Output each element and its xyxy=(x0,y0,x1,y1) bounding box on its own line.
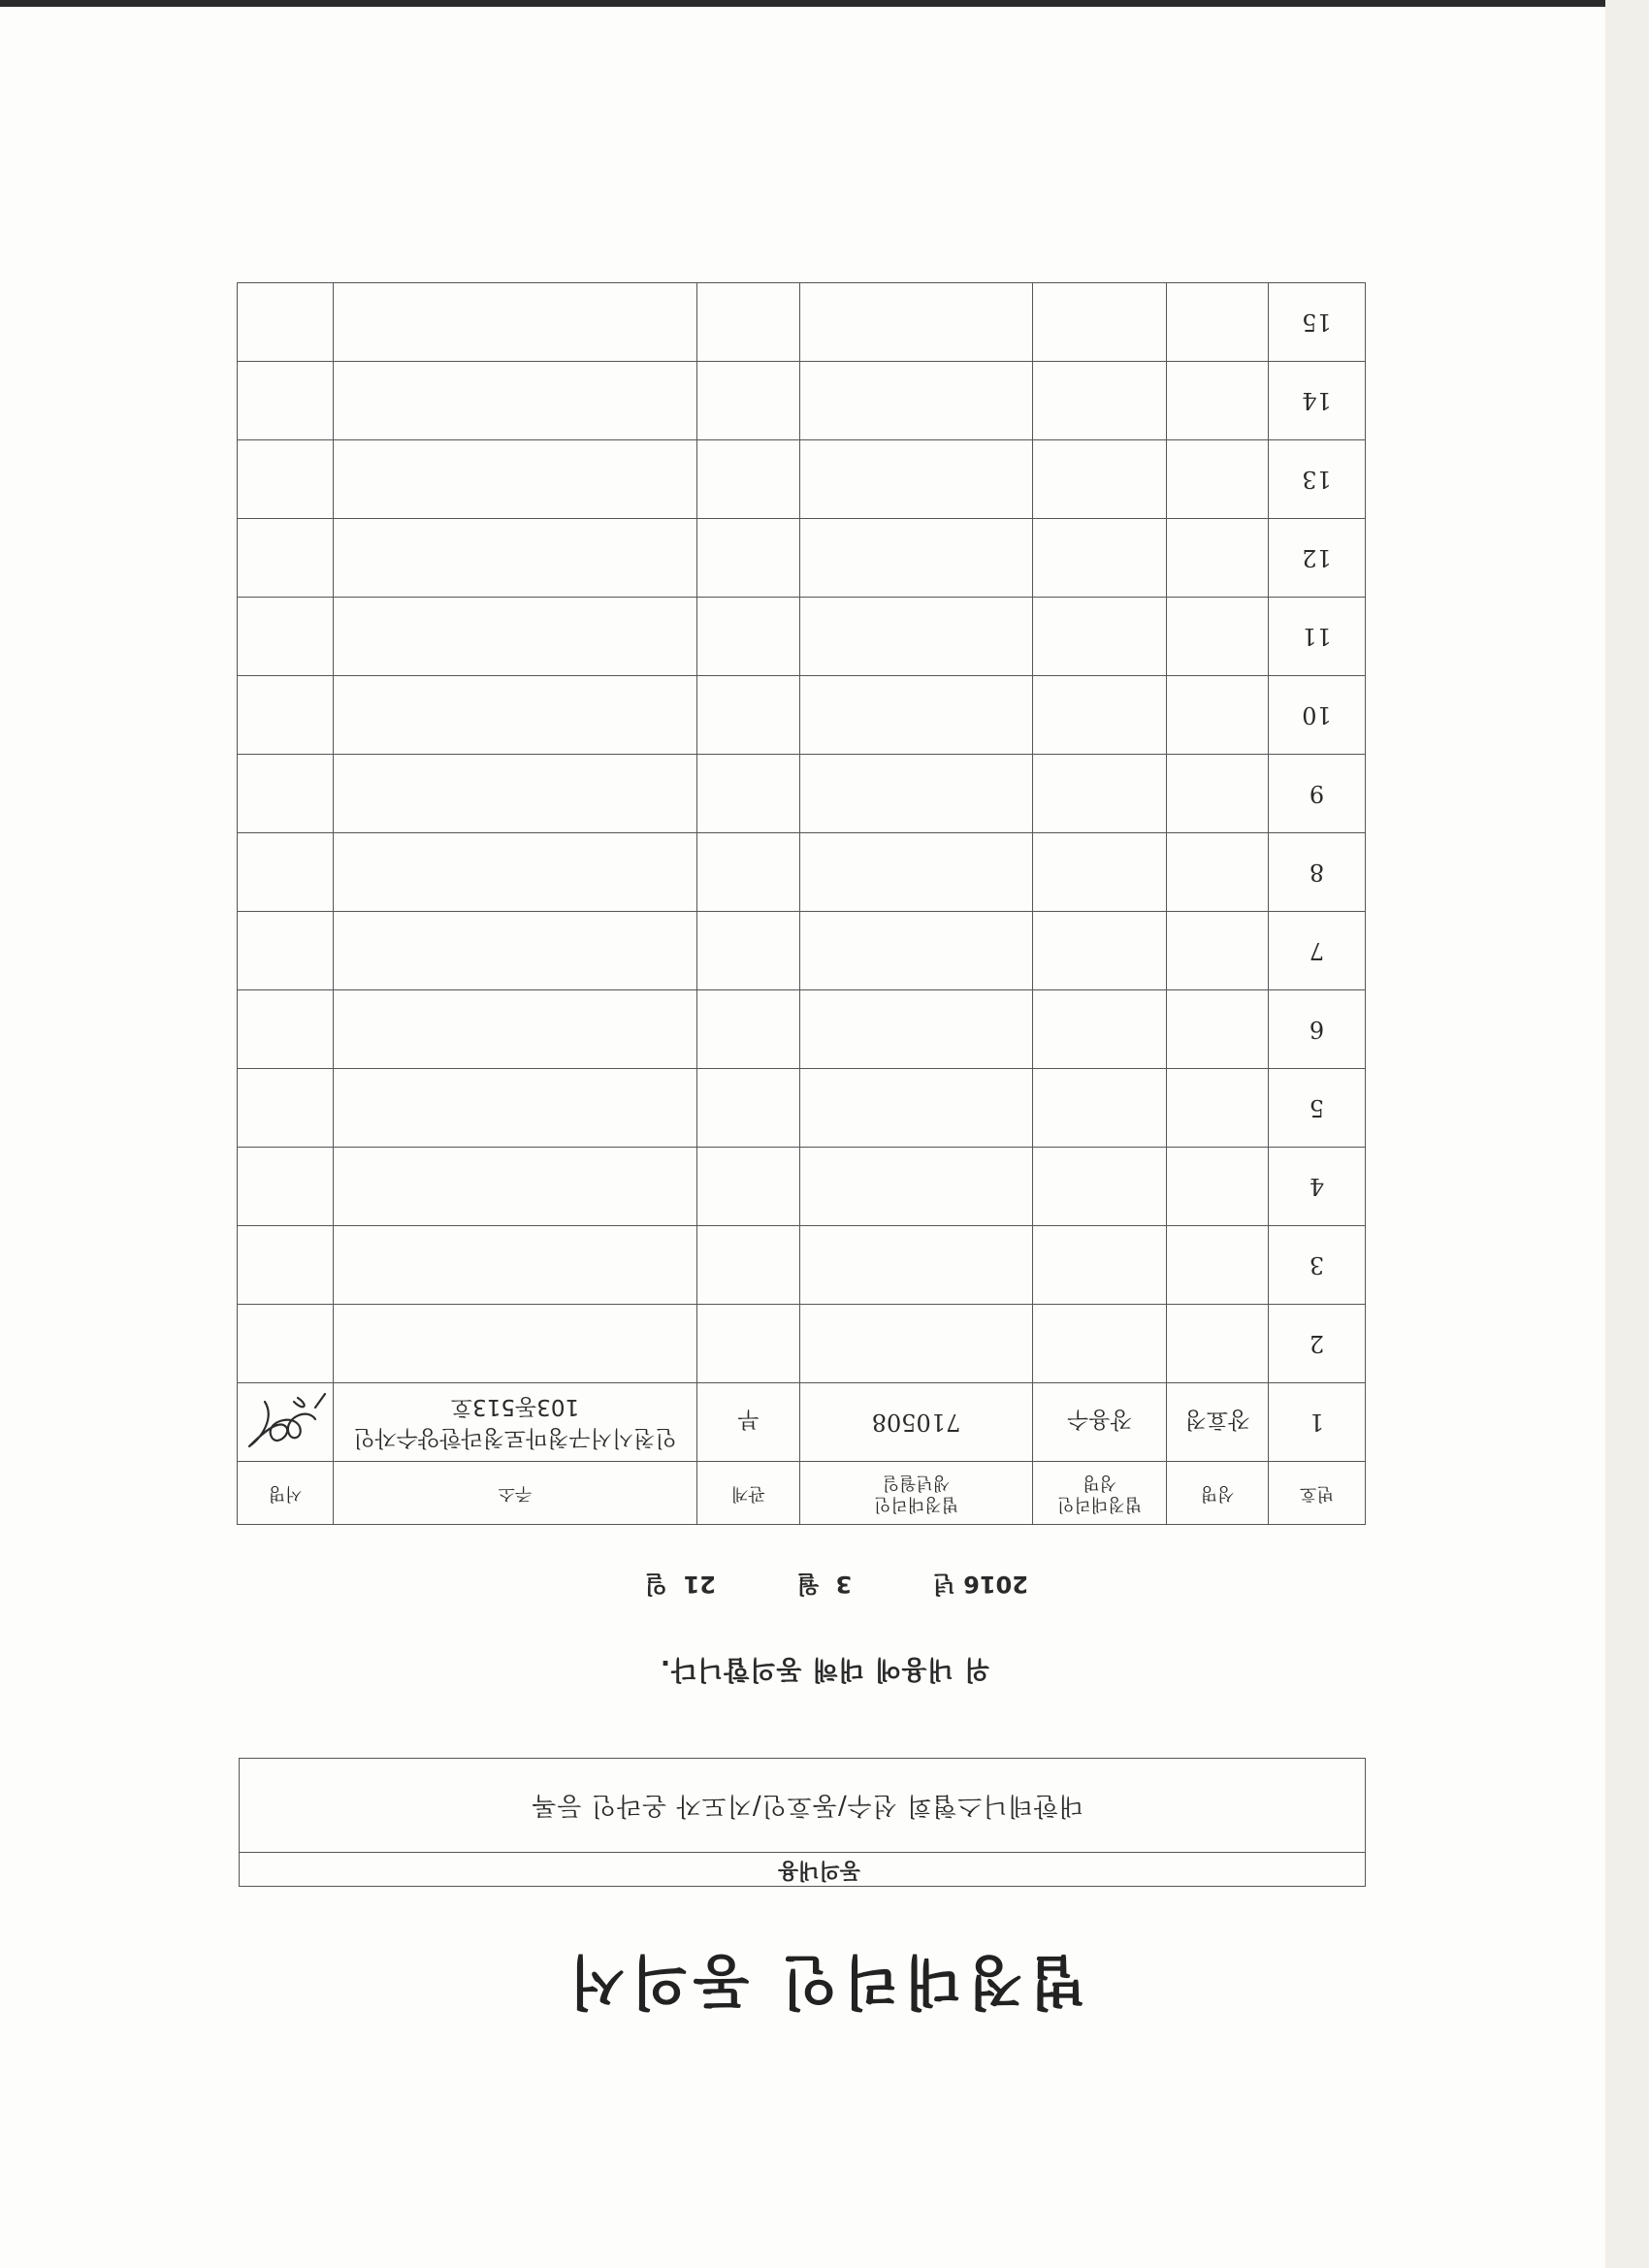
date-month-unit: 월 xyxy=(796,1571,820,1598)
row-no: 2 xyxy=(1269,1305,1366,1383)
row-address-line2: 103동513호 xyxy=(450,1394,580,1419)
table-row xyxy=(238,1148,1366,1226)
row-no: 6 xyxy=(1269,990,1366,1069)
row-no: 3 xyxy=(1269,1226,1366,1305)
row-signature xyxy=(238,912,334,990)
row-address xyxy=(334,1148,697,1226)
row-address xyxy=(334,833,697,912)
row-guardian-name xyxy=(1033,1305,1167,1383)
table-row xyxy=(238,1305,1366,1383)
table-row xyxy=(238,519,1366,598)
row-guardian-birth xyxy=(800,755,1033,833)
row-guardian-name xyxy=(1033,1226,1167,1305)
row-name xyxy=(1167,755,1269,833)
row-relation xyxy=(697,519,800,598)
row-relation: 부 xyxy=(697,1383,800,1462)
row-guardian-name xyxy=(1033,755,1167,833)
table-row xyxy=(238,676,1366,755)
header-guardian-birth: 법정대리인 생년월일 xyxy=(800,1462,1033,1525)
row-address xyxy=(334,1383,697,1462)
row-name xyxy=(1167,362,1269,440)
row-relation xyxy=(697,440,800,519)
row-address-line1: 인천시서구청마로청라한양수자인 xyxy=(353,1425,677,1450)
row-name xyxy=(1167,1148,1269,1226)
row-relation xyxy=(697,1226,800,1305)
row-guardian-name xyxy=(1033,1148,1167,1226)
table-row xyxy=(238,440,1366,519)
consent-heading: 동의내용 xyxy=(240,1852,1365,1886)
row-guardian-name xyxy=(1033,362,1167,440)
row-guardian-birth: 710508 xyxy=(800,1383,1033,1462)
date-year: 2016 xyxy=(963,1571,1028,1598)
row-relation xyxy=(697,1069,800,1148)
row-address xyxy=(334,362,697,440)
row-signature xyxy=(238,990,334,1069)
date-day-unit: 일 xyxy=(644,1571,667,1598)
row-address xyxy=(334,990,697,1069)
row-relation xyxy=(697,676,800,755)
row-address xyxy=(334,519,697,598)
handwritten-signature xyxy=(238,1388,333,1456)
row-guardian-birth xyxy=(800,519,1033,598)
row-no: 1 xyxy=(1269,1383,1366,1462)
row-name xyxy=(1167,1069,1269,1148)
row-name xyxy=(1167,912,1269,990)
row-address xyxy=(334,1226,697,1305)
row-no: 5 xyxy=(1269,1069,1366,1148)
table-row xyxy=(238,990,1366,1069)
consent-text: 대한테니스협회 선수/동호인/지도자 온라인 등록 xyxy=(531,1791,1083,1820)
row-signature xyxy=(238,676,334,755)
row-signature xyxy=(238,1305,334,1383)
row-signature xyxy=(238,362,334,440)
row-address xyxy=(334,598,697,676)
row-guardian-birth xyxy=(800,440,1033,519)
row-address xyxy=(334,676,697,755)
row-guardian-birth xyxy=(800,362,1033,440)
date-line xyxy=(349,1570,1028,1604)
row-name xyxy=(1167,283,1269,362)
row-guardian-birth xyxy=(800,598,1033,676)
row-relation xyxy=(697,1305,800,1383)
row-no: 7 xyxy=(1269,912,1366,990)
row-guardian-name xyxy=(1033,912,1167,990)
row-guardian-birth xyxy=(800,912,1033,990)
row-signature xyxy=(238,283,334,362)
row-signature xyxy=(238,1383,334,1462)
row-guardian-birth xyxy=(800,1148,1033,1226)
row-signature xyxy=(238,598,334,676)
date-month: 3 xyxy=(835,1571,853,1598)
row-signature xyxy=(238,1148,334,1226)
row-guardian-name xyxy=(1033,440,1167,519)
header-signature: 서명 xyxy=(238,1462,334,1525)
header-name: 성명 xyxy=(1167,1462,1269,1525)
row-guardian-name: 장용수 xyxy=(1033,1383,1167,1462)
row-name xyxy=(1167,519,1269,598)
row-address xyxy=(334,755,697,833)
row-guardian-name xyxy=(1033,990,1167,1069)
row-name xyxy=(1167,598,1269,676)
date-year-unit: 년 xyxy=(932,1571,955,1598)
row-guardian-birth xyxy=(800,1069,1033,1148)
row-signature xyxy=(238,519,334,598)
row-relation xyxy=(697,833,800,912)
row-guardian-name xyxy=(1033,1069,1167,1148)
document-title: 법정대리인 동의서 xyxy=(563,1947,1086,2015)
row-guardian-name xyxy=(1033,598,1167,676)
row-guardian-name xyxy=(1033,283,1167,362)
row-address xyxy=(334,1069,697,1148)
row-relation xyxy=(697,1148,800,1226)
table-row xyxy=(238,833,1366,912)
row-name xyxy=(1167,833,1269,912)
row-name xyxy=(1167,990,1269,1069)
row-guardian-name xyxy=(1033,833,1167,912)
row-signature xyxy=(238,1069,334,1148)
row-relation xyxy=(697,362,800,440)
row-no: 11 xyxy=(1269,598,1366,676)
row-name xyxy=(1167,1226,1269,1305)
row-no: 14 xyxy=(1269,362,1366,440)
row-name xyxy=(1167,1305,1269,1383)
row-guardian-birth xyxy=(800,1305,1033,1383)
table-row xyxy=(238,1383,1366,1462)
table-row xyxy=(238,912,1366,990)
guardian-consent-table xyxy=(237,282,1366,1525)
row-no: 9 xyxy=(1269,755,1366,833)
row-address xyxy=(334,283,697,362)
row-guardian-birth xyxy=(800,1226,1033,1305)
row-no: 8 xyxy=(1269,833,1366,912)
row-guardian-birth xyxy=(800,990,1033,1069)
row-no: 4 xyxy=(1269,1148,1366,1226)
row-no: 12 xyxy=(1269,519,1366,598)
row-signature xyxy=(238,755,334,833)
row-signature xyxy=(238,833,334,912)
row-name xyxy=(1167,676,1269,755)
table-row xyxy=(238,755,1366,833)
table-header-row xyxy=(238,1462,1366,1525)
row-address xyxy=(334,1305,697,1383)
table-row xyxy=(238,283,1366,362)
row-name xyxy=(1167,440,1269,519)
row-signature xyxy=(238,440,334,519)
row-guardian-birth xyxy=(800,676,1033,755)
table-row xyxy=(238,1069,1366,1148)
table-row xyxy=(238,1226,1366,1305)
header-no: 번호 xyxy=(1269,1462,1366,1525)
row-guardian-birth xyxy=(800,833,1033,912)
row-relation xyxy=(697,598,800,676)
row-no: 15 xyxy=(1269,283,1366,362)
row-guardian-birth xyxy=(800,283,1033,362)
row-relation xyxy=(697,912,800,990)
row-signature xyxy=(238,1226,334,1305)
table-row xyxy=(238,598,1366,676)
row-relation xyxy=(697,990,800,1069)
row-address xyxy=(334,912,697,990)
row-relation xyxy=(697,755,800,833)
row-no: 10 xyxy=(1269,676,1366,755)
row-guardian-name xyxy=(1033,519,1167,598)
agree-statement: 위 내용에 대해 동의합니다. xyxy=(659,1654,990,1684)
row-no: 13 xyxy=(1269,440,1366,519)
header-relation: 관계 xyxy=(697,1462,800,1525)
date-day: 21 xyxy=(683,1571,716,1598)
table-row xyxy=(238,362,1366,440)
header-guardian-name: 법정대리인 성명 xyxy=(1033,1462,1167,1525)
header-address: 주소 xyxy=(334,1462,697,1525)
row-name: 장효정 xyxy=(1167,1383,1269,1462)
row-address xyxy=(334,440,697,519)
consent-content-box xyxy=(239,1758,1366,1887)
row-relation xyxy=(697,283,800,362)
row-guardian-name xyxy=(1033,676,1167,755)
